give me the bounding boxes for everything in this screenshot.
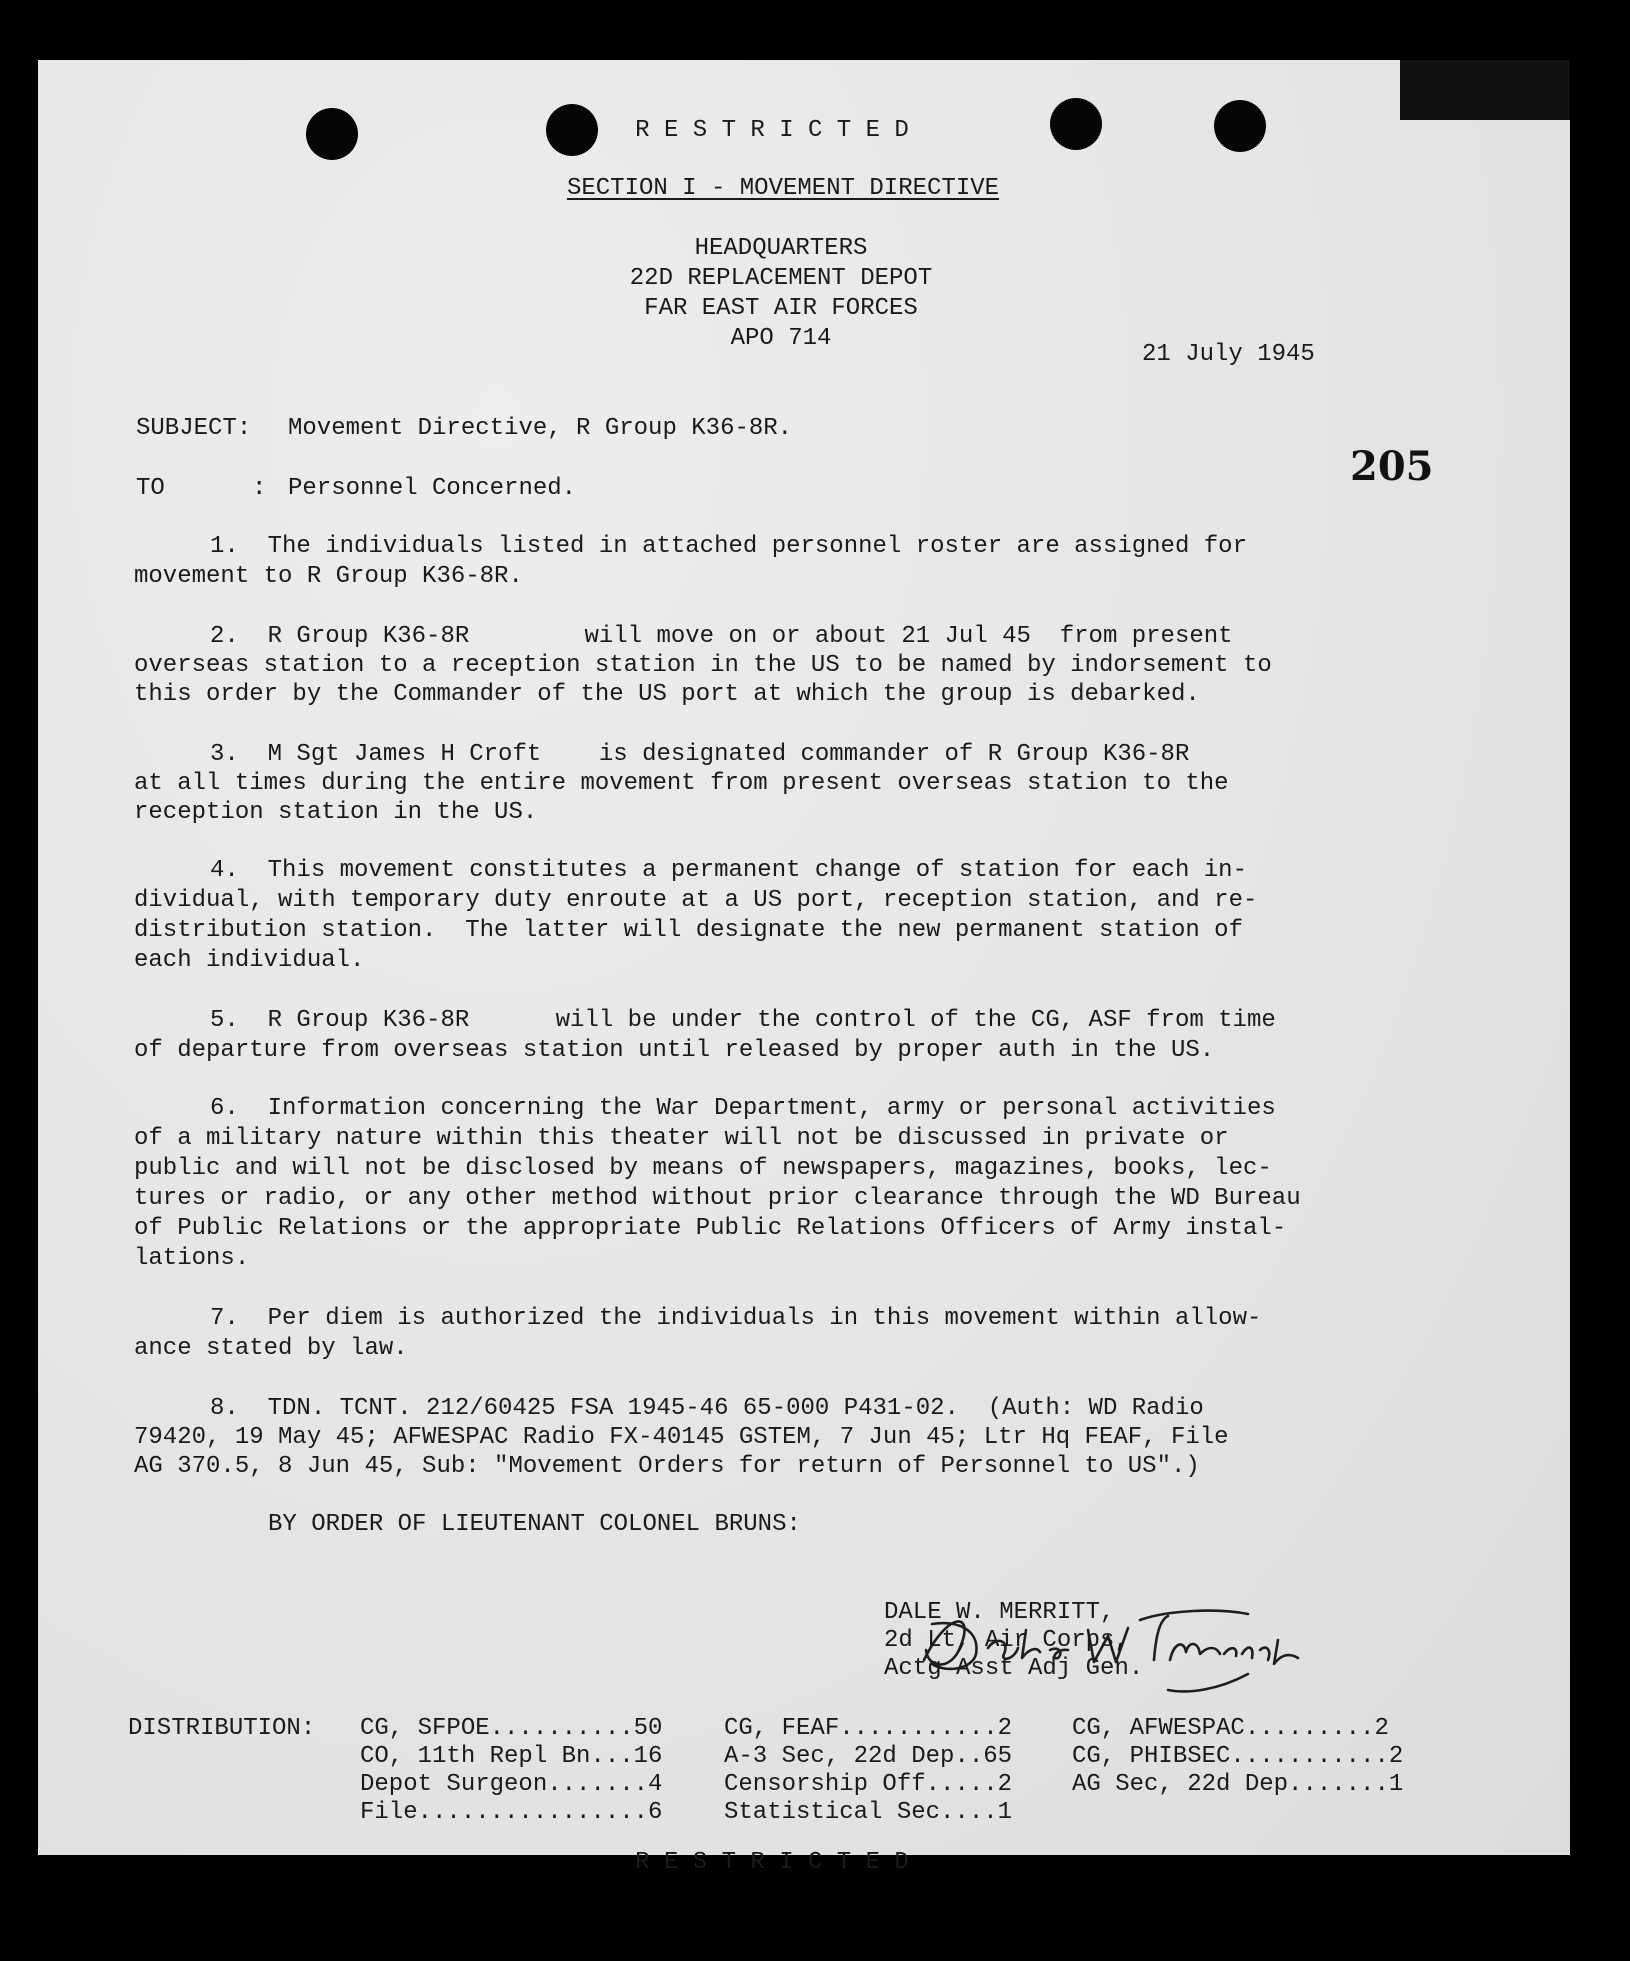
paragraph-line: of departure from overseas station until released by proper auth in the US.: [134, 1037, 1215, 1064]
paragraph-line: movement to R Group K36-8R.: [134, 563, 523, 590]
paragraph-line: 2. R Group K36-8R will move on or about 21 Jul 45 from present: [210, 623, 1233, 650]
distribution-entry: CG, AFWESPAC.........2: [1072, 1715, 1389, 1742]
paragraph-line: 6. Information concerning the War Department, army or personal activities: [210, 1095, 1276, 1122]
paragraph-line: 1. The individuals listed in attached personnel roster are assigned for: [210, 533, 1247, 560]
distribution-entry: Censorship Off.....2: [724, 1771, 1013, 1798]
distribution-entry: Depot Surgeon.......4: [360, 1771, 663, 1798]
paragraph-line: at all times during the entire movement from present overseas station to the: [134, 770, 1229, 797]
by-order-line: BY ORDER OF LIEUTENANT COLONEL BRUNS:: [268, 1511, 801, 1538]
distribution-entry: Statistical Sec....1: [724, 1799, 1013, 1826]
distribution-entry: CG, FEAF...........2: [724, 1715, 1013, 1742]
hq-line: HEADQUARTERS: [694, 235, 868, 262]
page-number: 205: [1350, 443, 1434, 490]
hq-line: 22D REPLACEMENT DEPOT: [629, 265, 933, 292]
paragraph-line: public and will not be disclosed by means of newspapers, magazines, books, lec-: [134, 1155, 1272, 1182]
restricted-footer: R E S T R I C T E D: [635, 1849, 909, 1876]
paragraph-line: overseas station to a reception station in the US to be named by indorsement to: [134, 652, 1272, 679]
distribution-entry: A-3 Sec, 22d Dep..65: [724, 1743, 1013, 1770]
section-title: SECTION I - MOVEMENT DIRECTIVE: [566, 175, 1000, 202]
subject-value: Movement Directive, R Group K36-8R.: [288, 415, 793, 442]
document-page: [38, 60, 1570, 1876]
subject-label: SUBJECT:: [136, 415, 252, 442]
paragraph-line: tures or radio, or any other method without prior clearance through the WD Bureau: [134, 1185, 1301, 1212]
paragraph-line: reception station in the US.: [134, 799, 538, 826]
to-value: Personnel Concerned.: [288, 475, 577, 502]
tape-strip: [1400, 60, 1570, 120]
to-label: TO: [136, 475, 165, 502]
signer-name: DALE W. MERRITT,: [884, 1599, 1115, 1626]
paragraph-line: 79420, 19 May 45; AFWESPAC Radio FX-40145 GSTEM, 7 Jun 45; Ltr Hq FEAF, File: [134, 1424, 1229, 1451]
paragraph-line: each individual.: [134, 947, 365, 974]
paragraph-line: ance stated by law.: [134, 1335, 408, 1362]
distribution-entry: CO, 11th Repl Bn...16: [360, 1743, 663, 1770]
paragraph-line: AG 370.5, 8 Jun 45, Sub: "Movement Orders for return of Personnel to US".): [134, 1453, 1200, 1480]
paragraph-line: 8. TDN. TCNT. 212/60425 FSA 1945-46 65-000 P431-02. (Auth: WD Radio: [210, 1395, 1204, 1422]
distribution-entry: CG, SFPOE..........50: [360, 1715, 663, 1742]
hq-line: APO 714: [730, 325, 832, 352]
document-date: 21 July 1945: [1142, 341, 1315, 368]
paragraph-line: this order by the Commander of the US port at which the group is debarked.: [134, 681, 1200, 708]
to-colon: :: [252, 475, 267, 502]
paragraph-line: 3. M Sgt James H Croft is designated commander of R Group K36-8R: [210, 741, 1190, 768]
distribution-label: DISTRIBUTION:: [128, 1715, 316, 1742]
paragraph-line: of Public Relations or the appropriate Public Relations Officers of Army instal-: [134, 1215, 1287, 1242]
paragraph-line: of a military nature within this theater will not be discussed in private or: [134, 1125, 1229, 1152]
signer-title: Actg Asst Adj Gen.: [884, 1655, 1144, 1682]
distribution-entry: AG Sec, 22d Dep.......1: [1072, 1771, 1404, 1798]
distribution-entry: CG, PHIBSEC...........2: [1072, 1743, 1404, 1770]
restricted-header: R E S T R I C T E D: [635, 117, 909, 144]
paragraph-line: 4. This movement constitutes a permanent change of station for each in-: [210, 857, 1247, 884]
signer-rank: 2d Lt, Air Corps,: [884, 1627, 1129, 1654]
paragraph-line: distribution station. The latter will designate the new permanent station of: [134, 917, 1243, 944]
distribution-entry: File................6: [360, 1799, 663, 1826]
paragraph-line: lations.: [134, 1245, 250, 1272]
hq-line: FAR EAST AIR FORCES: [644, 295, 918, 322]
paragraph-line: dividual, with temporary duty enroute at a US port, reception station, and re-: [134, 887, 1258, 914]
paragraph-line: 5. R Group K36-8R will be under the control of the CG, ASF from time: [210, 1007, 1276, 1034]
paragraph-line: 7. Per diem is authorized the individuals in this movement within allow-: [210, 1305, 1262, 1332]
